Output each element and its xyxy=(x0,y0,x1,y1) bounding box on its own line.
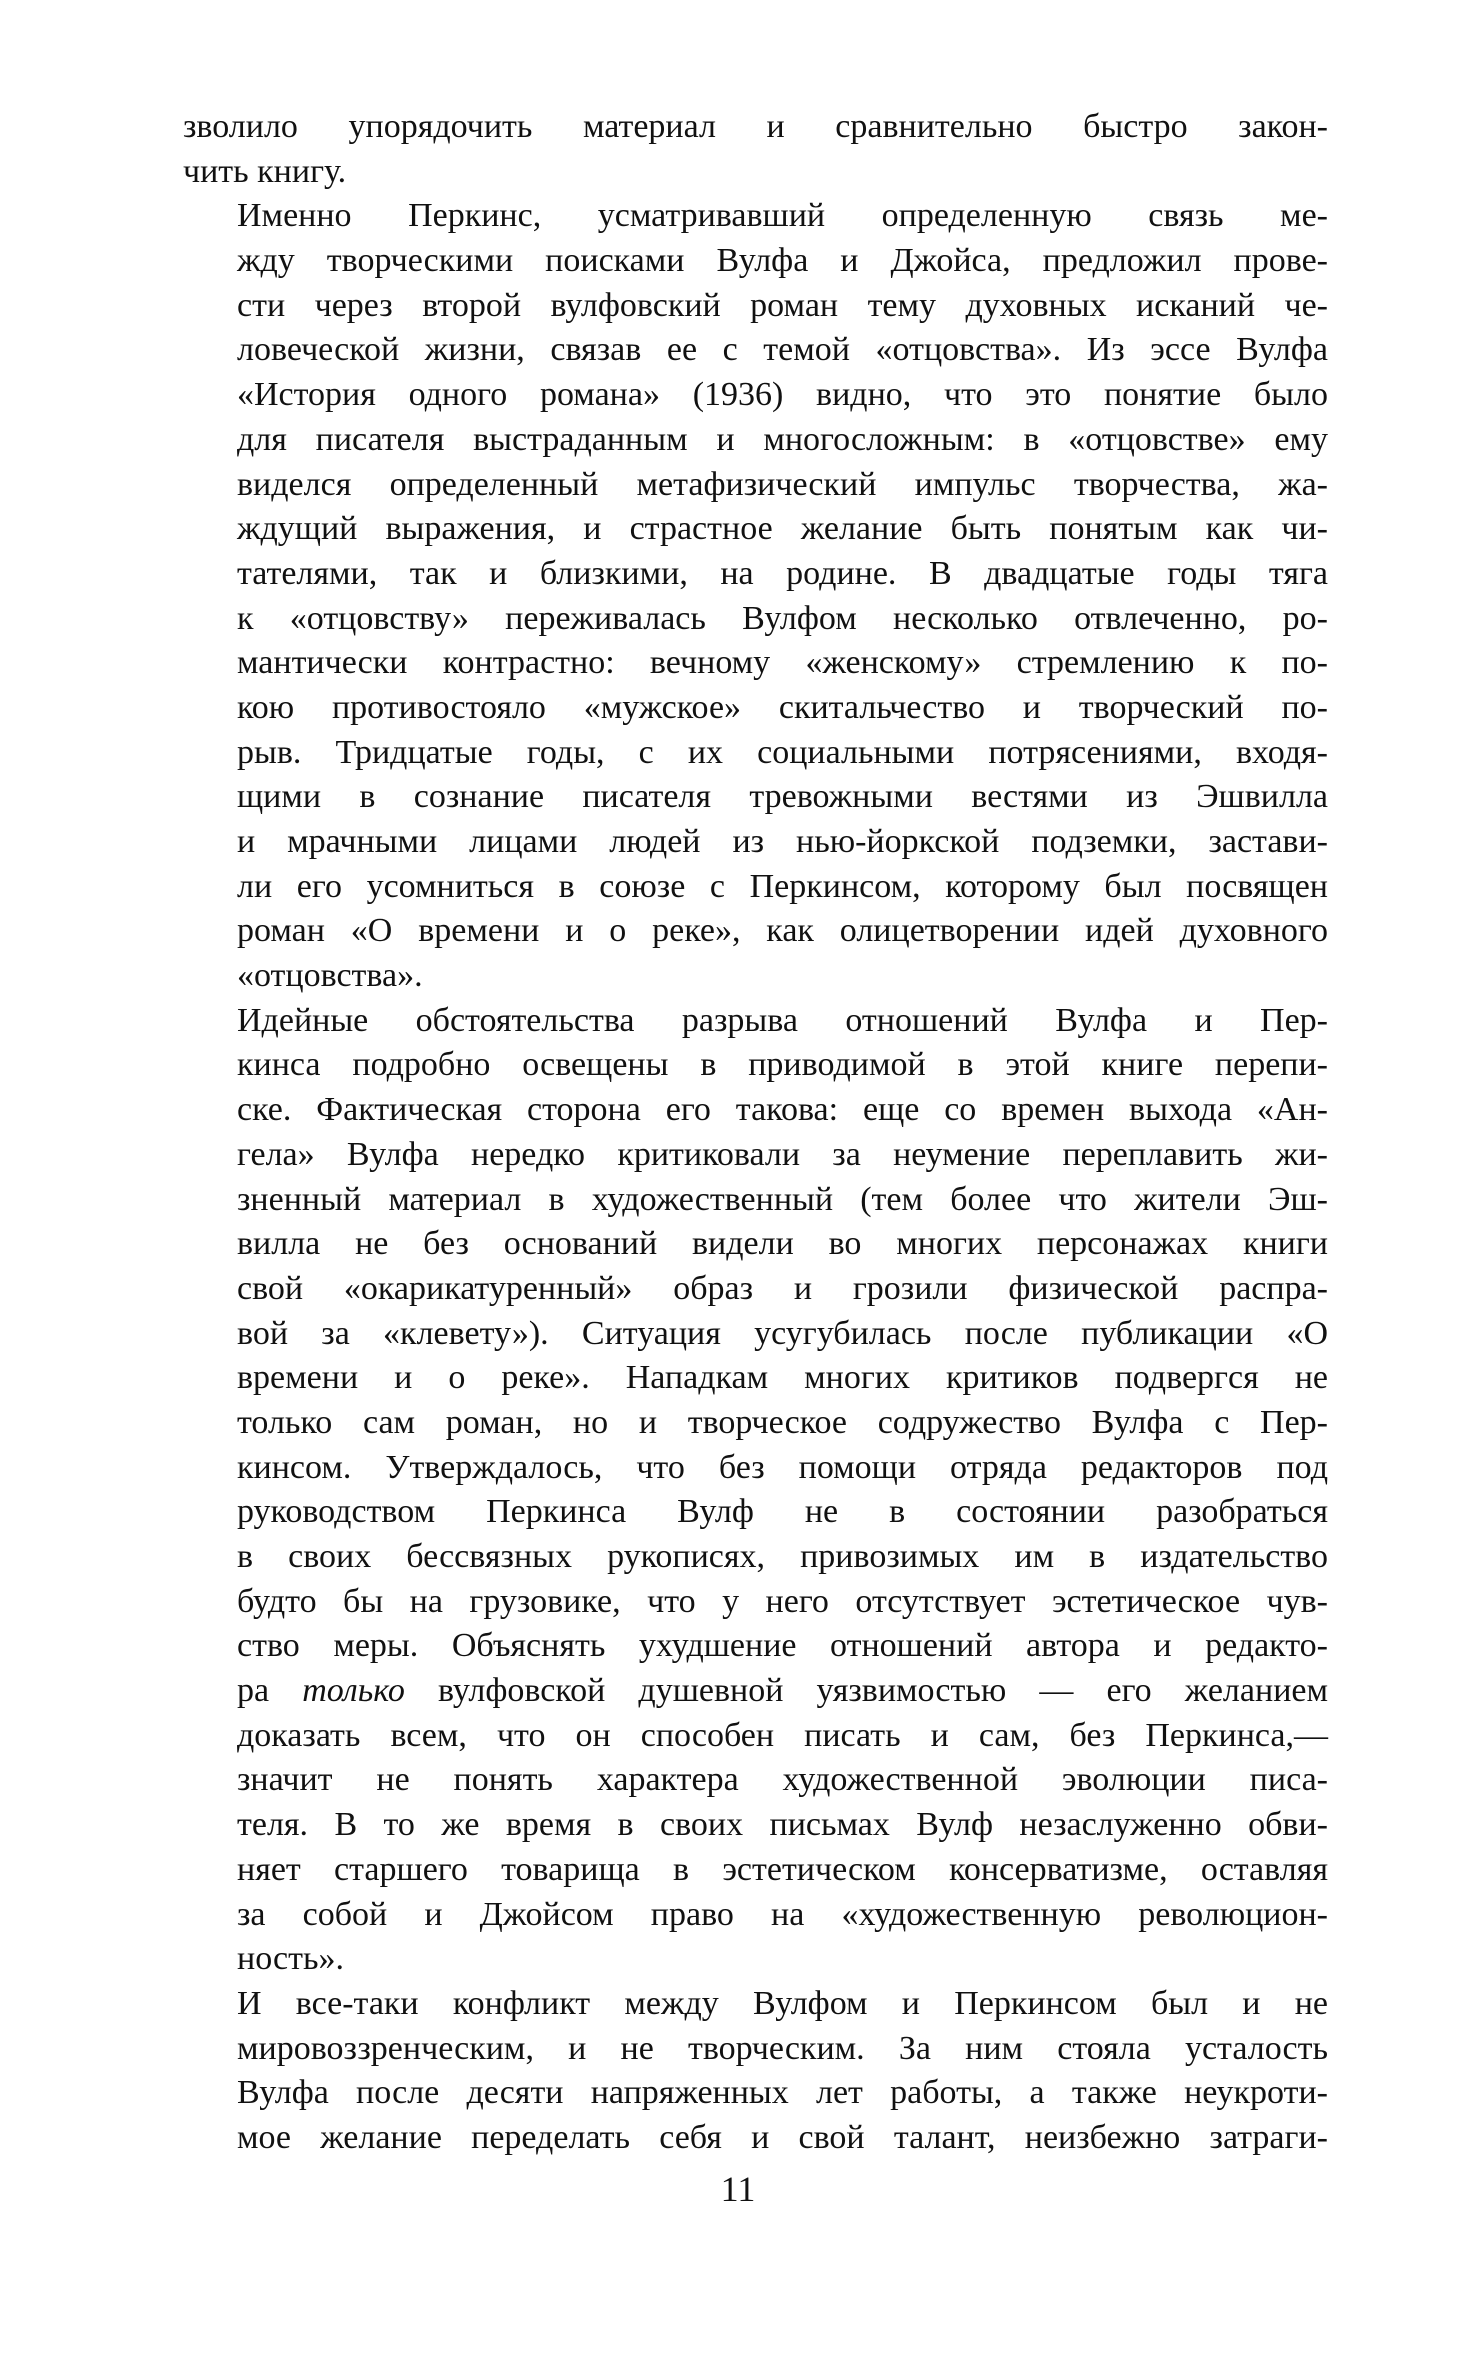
text-line: чить книгу. xyxy=(183,152,347,190)
text-line: ловеческой жизни, связав ее с темой «отцовства». Из эссе Вулфа xyxy=(237,331,1328,369)
paragraph xyxy=(183,194,1328,998)
paragraph xyxy=(183,1982,1328,2161)
text-line: ра только вулфовской душевной уязвимостью — его желанием xyxy=(237,1672,1328,1710)
text-line: и мрачными лицами людей из нью-йоркской подземки, застави- xyxy=(237,823,1328,860)
text-line: ли его усомниться в союзе с Перкинсом, которому был посвящен xyxy=(237,867,1328,905)
text-line: Идейные обстоятельства разрыва отношений Вулфа и Пер- xyxy=(237,1001,1328,1039)
emphasis: только xyxy=(302,1672,405,1710)
text-line: гела» Вулфа нередко критиковали за неумение переплавить жи- xyxy=(237,1135,1328,1173)
text-line: значит не понять характера художественной эволюции писа- xyxy=(237,1761,1328,1799)
text-line: кинсом. Утверждалось, что без помощи отряда редакторов под xyxy=(237,1448,1328,1486)
text-line: мое желание переделать себя и свой талант, неизбежно затраги- xyxy=(237,2118,1328,2156)
text-line: будто бы на грузовике, что у него отсутствует эстетическое чув- xyxy=(237,1582,1328,1620)
paragraph xyxy=(183,999,1328,1982)
text-line: для писателя выстраданным и многосложным: в «отцовстве» ему xyxy=(237,420,1328,458)
text-line: свой «окарикатуренный» образ и грозили физической распра- xyxy=(237,1269,1328,1307)
text-line: к «отцовству» переживалась Вулфом несколько отвлеченно, ро- xyxy=(237,599,1328,637)
text-line: щими в сознание писателя тревожными вестями из Эшвилла xyxy=(237,778,1328,816)
text-line: доказать всем, что он способен писать и сам, без Перкинса,— xyxy=(237,1716,1328,1754)
text-line: «История одного романа» (1936) видно, что это понятие было xyxy=(237,376,1328,414)
text-line: няет старшего товарища в эстетическом консерватизме, оставляя xyxy=(237,1850,1328,1888)
text-line: тателями, так и близкими, на родине. В двадцатые годы тяга xyxy=(237,554,1328,592)
text-line: Вулфа после десяти напряженных лет работы, а также неукроти- xyxy=(237,2074,1328,2112)
text-line: руководством Перкинса Вулф не в состоянии разобраться xyxy=(237,1493,1328,1531)
text-line: роман «О времени и о реке», как олицетворении идей духовного xyxy=(237,912,1328,950)
text-line: виделся определенный метафизический импульс творчества, жа- xyxy=(237,465,1328,503)
text-line: сти через второй вулфовский роман тему духовных исканий че- xyxy=(237,286,1328,324)
text-line: зненный материал в художественный (тем более что жители Эш- xyxy=(237,1180,1328,1218)
text-line: рыв. Тридцатые годы, с их социальными потрясениями, входя- xyxy=(237,733,1328,771)
paragraph xyxy=(183,105,1328,194)
text-line: времени и о реке». Нападкам многих критиков подвергся не xyxy=(237,1359,1328,1397)
text-line: ность». xyxy=(237,1940,344,1978)
text-line: за собой и Джойсом право на «художественную революцион- xyxy=(237,1895,1328,1933)
page-number: 11 xyxy=(720,2169,756,2209)
text-line: «отцовства». xyxy=(237,957,423,995)
text-line: жду творческими поисками Вулфа и Джойса, предложил прове- xyxy=(237,242,1328,280)
text-line: И все-таки конфликт между Вулфом и Перкинсом был и не xyxy=(237,1984,1328,2022)
text-line: мировоззренческим, и не творческим. За ним стояла усталость xyxy=(237,2029,1328,2067)
text-line: ждущий выражения, и страстное желание быть понятым как чи- xyxy=(237,510,1328,548)
text-line: Именно Перкинс, усматривавший определенную связь ме- xyxy=(237,197,1328,235)
text-line: в своих бессвязных рукописях, привозимых им в издательство xyxy=(237,1538,1328,1575)
text-line: теля. В то же время в своих письмах Вулф незаслуженно обви- xyxy=(237,1806,1328,1844)
body-text xyxy=(183,105,1328,2161)
text-line: ске. Фактическая сторона его такова: еще со времен выхода «Ан- xyxy=(237,1091,1328,1129)
text-line: мантически контрастно: вечному «женскому» стремлению к по- xyxy=(237,644,1328,682)
text-line: кою противостояло «мужское» скитальчество и творческий по- xyxy=(237,688,1328,726)
text-line: только сам роман, но и творческое содружество Вулфа с Пер- xyxy=(237,1403,1328,1441)
text-line: вилла не без оснований видели во многих персонажах книги xyxy=(237,1225,1328,1263)
text-line: зволило упорядочить материал и сравнительно быстро закон- xyxy=(183,108,1328,145)
text-line: ство меры. Объяснять ухудшение отношений автора и редакто- xyxy=(237,1627,1328,1665)
text-line: вой за «клевету»). Ситуация усугубилась после публикации «О xyxy=(237,1314,1328,1352)
text-line: кинса подробно освещены в приводимой в этой книге перепи- xyxy=(237,1046,1328,1084)
